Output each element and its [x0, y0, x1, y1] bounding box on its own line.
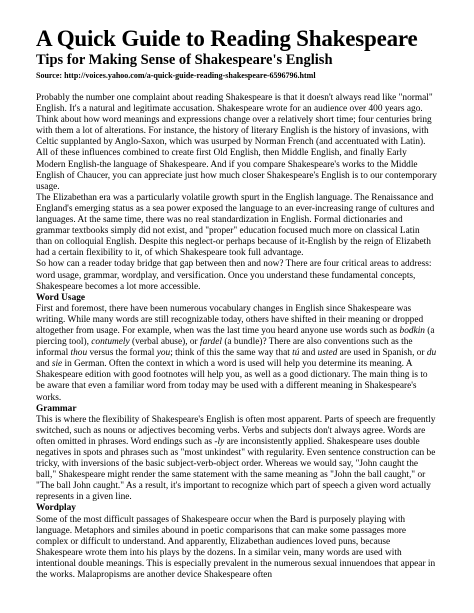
- italic-term: -ly: [214, 436, 225, 447]
- wordplay-heading: Wordplay: [36, 503, 76, 514]
- text-run: are used in Spanish, or: [337, 348, 427, 359]
- grammar-heading: Grammar: [36, 403, 77, 414]
- document-body: [36, 93, 438, 581]
- intro-paragraph-2: The Elizabethan era was a particularly volatile growth spurt in the English language. The Renaissance and England's emerging status as a sea power exposed the language to an ever-increasing range of cultures and languages. At the same time, there was no real standardization in English. Formal dictionaries and grammar textbooks simply did not exist, and "proper" education focused much more on classical Latin than on colloquial English. Despite this neglect-or perhaps because of it-English by the reign of Elizabeth had a certain flexibility to it, of which Shakespeare took full advantage.: [36, 192, 435, 259]
- word-usage-heading: Word Usage: [36, 292, 86, 303]
- document-subtitle: Tips for Making Sense of Shakespeare's English: [36, 52, 333, 68]
- text-run: are inconsistently applied. Shakespeare uses double negatives in spots and phrases such as "most unkindest" with regularity. Even sentence construction can be tricky, with inversions of the basic subject-verb-object order. Whereas we would say, "John caught the ball," Shakespeare might render the same statement with the same meaning as "John the ball caught," or "The ball John caught." As a result, it's important to recognize which part of speech a given word actually represents in a given line.: [36, 436, 436, 503]
- italic-term: contumely: [91, 337, 130, 348]
- text-run: versus the formal: [87, 348, 157, 359]
- text-run: (verbal abuse), or: [129, 337, 200, 348]
- source-line: Source: http://voices.yahoo.com/a-quick-guide-reading-shakespeare-6596796.html: [36, 71, 316, 80]
- text-run: (a bundle)? There are also conventions such as the informal: [36, 337, 413, 359]
- text-run: and: [299, 348, 318, 359]
- italic-term: du: [426, 348, 437, 359]
- italic-term: sie: [51, 359, 63, 370]
- text-run: This is where the flexibility of Shakespeare's English is often most apparent. Parts of speech are frequently switched, such as nouns or adjectives becoming verbs. Verbs and subjects don't always agree. Words are often omitted in phrases. Word endings such as: [36, 414, 436, 447]
- intro-paragraph-1: Probably the number one complaint about reading Shakespeare is that it doesn't always read like "normal" English. It's a natural and legitimate accusation. Shakespeare wrote for an audience over 400 years ago. Think about how word meanings and expressions change over a relatively short time; four centuries bring with them a lot of alterations. For instance, the history of literary English is the history of invasions, with Celtic supplanted by Anglo-Saxon, which was usurped by Norman French (and accentuated with Latin). All of these influences combined to create first Old English, then Middle English, and finally Early Modern English-the language of Shakespeare. And if you compare Shakespeare's works to the Middle English of Chaucer, you can appreciate just how much closer Shakespeare's English is to our contemporary usage.: [36, 93, 437, 192]
- intro-paragraph-3: So how can a reader today bridge that gap between then and now? There are four critical areas to address: word usage, grammar, wordplay, and versification. Once you understand these fundamental concepts, Shakespeare becomes a lot more accessible.: [36, 259, 432, 292]
- text-run: in German. Often the context in which a word is used will help you determine its meaning. A Shakespeare edition with good footnotes will help you, as well as a good dictionary. The main thing is to be aware that even a familiar word from today may be used with a different meaning in Shakespeare's works.: [36, 359, 428, 403]
- wordplay-paragraph: Some of the most difficult passages of Shakespeare occur when the Bard is purposely playing with language. Metaphors and similes abound in poetic comparisons that can make some passages more complex or difficult to understand. And apparently, Elizabethan audiences loved puns, because Shakespeare wrote them into his plays by the dozens. In a similar vein, many words are used with intentional double meanings. This is especially prevalent in the numerous sexual innuendoes that appear in the works. Malapropisms are another device Shakespeare often: [36, 514, 436, 581]
- grammar-paragraph: [36, 415, 438, 504]
- document-title: A Quick Guide to Reading Shakespeare: [36, 26, 418, 51]
- text-run: (a piercing tool),: [36, 325, 435, 348]
- italic-term: bodkin: [399, 325, 425, 336]
- text-run: First and foremost, there have been numerous vocabulary changes in English since Shakespeare was writing. While many words are still recognizable today, others have shifted in their meaning or dropped altogether from usage. For example, when was the last time you heard anyone use words such as: [36, 303, 424, 336]
- italic-term: you: [156, 348, 171, 359]
- word-usage-paragraph: [36, 304, 438, 404]
- text-run: ; think of this the same way that: [170, 348, 293, 359]
- text-run: and: [36, 359, 52, 370]
- italic-term: fardel: [200, 337, 222, 348]
- italic-term: thou: [70, 348, 88, 359]
- italic-term: usted: [317, 348, 338, 359]
- italic-term: tú: [292, 348, 300, 359]
